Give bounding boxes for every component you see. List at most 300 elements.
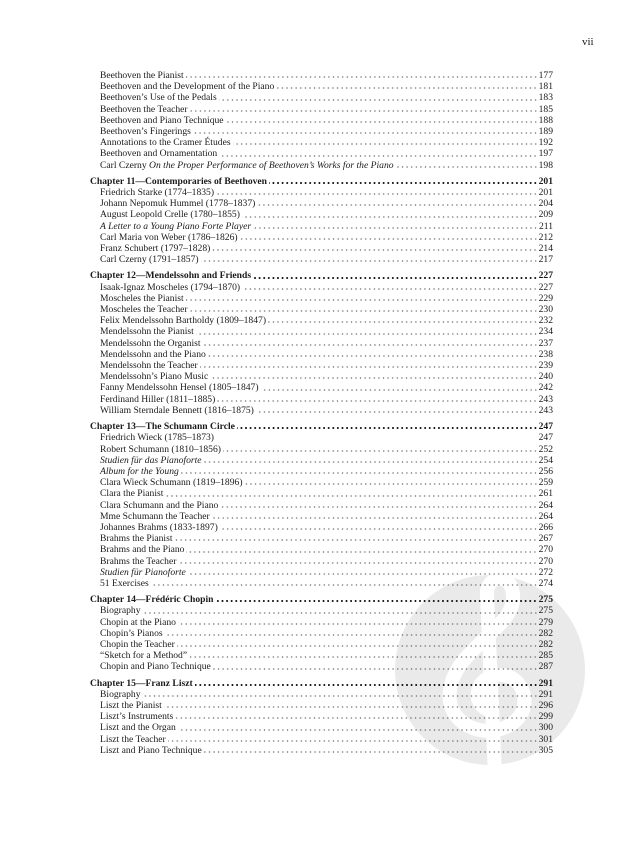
page-ref: 212 (538, 231, 553, 243)
chapter-heading[interactable] (90, 421, 553, 432)
toc-entry[interactable] (90, 544, 553, 555)
dot-leader (195, 684, 538, 686)
toc-entry[interactable] (90, 661, 553, 672)
entry-title (100, 650, 189, 661)
page-ref: 242 (538, 382, 553, 394)
toc-section (90, 270, 553, 416)
entry-title (100, 444, 223, 455)
entry-title (100, 254, 201, 265)
toc-section (90, 176, 553, 266)
dot-leader (237, 427, 538, 429)
page-ref: 214 (538, 243, 553, 255)
entry-title-text: Liszt’s Instruments (100, 711, 174, 723)
entry-title-text: Friedrich Wieck (1785–1873) (100, 432, 215, 444)
page-ref: 272 (538, 566, 553, 578)
entry-title-text: August Leopold Crelle (1780–1855) (100, 209, 240, 221)
entry-title (100, 639, 177, 650)
entry-title-text: Ferdinand Hiller (1811–1885) (100, 393, 216, 405)
entry-title-text: Chopin’s Pianos (100, 627, 163, 639)
toc-entry[interactable] (90, 617, 553, 628)
dot-leader (212, 517, 538, 519)
dot-leader (186, 299, 538, 301)
toc-entry[interactable] (90, 466, 553, 477)
toc-entry[interactable] (90, 81, 553, 92)
toc-entry[interactable] (90, 160, 553, 171)
entry-title (100, 198, 257, 209)
page-ref: 177 (538, 70, 553, 81)
entry-title (100, 432, 216, 443)
entry-title (100, 628, 165, 639)
dot-leader (174, 539, 537, 541)
toc-entry[interactable] (90, 349, 553, 360)
entry-title-text: Fanny Mendelssohn Hensel (1805–1847) (100, 382, 259, 394)
page-ref: 275 (538, 605, 553, 617)
entry-title (100, 70, 186, 81)
page-ref: 256 (538, 465, 553, 477)
page-ref: 270 (538, 555, 553, 567)
toc-entry[interactable] (90, 734, 553, 745)
toc-entry[interactable] (90, 488, 553, 499)
dot-leader (186, 551, 537, 553)
page-ref: 267 (538, 533, 553, 545)
entry-title-text: Friedrich Starke (1774–1835) (100, 187, 215, 199)
entry-title (100, 293, 186, 304)
entry-title (90, 421, 237, 432)
toc-entry[interactable] (90, 700, 553, 711)
toc-entry[interactable] (90, 315, 553, 326)
chapter-heading[interactable] (90, 678, 553, 689)
toc-section (90, 678, 553, 756)
page-ref: 285 (538, 650, 553, 662)
entry-title (100, 209, 242, 220)
entry-title-text: Brahms the Teacher (100, 555, 177, 567)
toc-entry[interactable] (90, 198, 553, 209)
entry-title-text: 51 Exercises (100, 577, 149, 589)
entry-title-text: Johann Nepomuk Hummel (1778–1837) (100, 198, 256, 210)
entry-title (90, 176, 269, 187)
dot-leader (177, 645, 538, 647)
entry-title (100, 338, 203, 349)
entry-title (100, 349, 208, 360)
entry-title (100, 126, 193, 137)
page-ref: 247 (538, 432, 553, 444)
toc-section (90, 421, 553, 589)
dot-leader (168, 740, 538, 742)
dot-leader (188, 573, 538, 575)
toc-entry[interactable] (90, 711, 553, 722)
entry-title-text: Chapter 13—The Schumann Circle (90, 421, 235, 433)
page-ref: 254 (538, 454, 553, 466)
dot-leader (220, 528, 538, 530)
toc-entry[interactable] (90, 104, 553, 115)
toc-entry[interactable] (90, 221, 553, 232)
entry-title-text: Beethoven the Pianist (100, 70, 184, 81)
entry-title (100, 522, 220, 533)
toc-entry[interactable] (90, 209, 553, 220)
entry-title (100, 466, 181, 477)
page-ref: 197 (538, 148, 553, 160)
page-ref: 201 (538, 187, 553, 199)
entry-title-text: Biography (100, 688, 141, 700)
entry-title (100, 734, 168, 745)
entry-title (100, 405, 256, 416)
entry-title (100, 455, 204, 466)
toc-entry[interactable] (90, 628, 553, 639)
entry-title (100, 605, 143, 616)
toc-entry[interactable] (90, 500, 553, 511)
page-ref: 282 (538, 627, 553, 639)
entry-title (100, 556, 178, 567)
entry-title-text: Beethoven’s Use of the Pedals (100, 92, 217, 104)
dot-leader (196, 333, 538, 335)
entry-title-italic: A Letter to a Young Piano Forte Player (100, 220, 252, 232)
entry-title-text: Clara Wieck Schumann (1819–1896) (100, 477, 243, 489)
page-ref: 296 (538, 699, 553, 711)
entry-title-text: Chopin and Piano Technique (100, 661, 211, 673)
toc-entry[interactable] (90, 405, 553, 416)
entry-title-text: Liszt the Pianist (100, 699, 162, 711)
dot-leader (215, 600, 537, 602)
page-ref: 259 (538, 477, 553, 489)
entry-title-text: Felix Mendelssohn Bartholdy (1809–1847) (100, 315, 267, 327)
dot-leader (178, 623, 538, 625)
page-ref: 192 (538, 137, 553, 149)
page-ref: 279 (538, 616, 553, 628)
table-of-contents (90, 70, 553, 761)
toc-entry[interactable] (90, 511, 553, 522)
dot-leader (203, 344, 538, 346)
toc-entry[interactable] (90, 745, 553, 756)
dot-leader (257, 204, 537, 206)
dot-leader (204, 751, 538, 753)
toc-entry[interactable] (90, 722, 553, 733)
dot-leader (178, 729, 538, 731)
entry-title-text: Chapter 14—Frédéric Chopin (90, 594, 214, 606)
dot-leader (143, 612, 538, 614)
toc-section (90, 70, 553, 171)
entry-title-text: Beethoven and Ornamentation (100, 148, 218, 160)
toc-entry[interactable] (90, 115, 553, 126)
page-ref: 234 (538, 326, 553, 338)
dot-leader (190, 310, 538, 312)
entry-title-text: Beethoven the Teacher (100, 103, 188, 115)
entry-title (100, 243, 212, 254)
entry-title (100, 394, 217, 405)
entry-title-text: Clara Schumann and the Piano (100, 499, 219, 511)
dot-leader (189, 656, 537, 658)
entry-title-italic: On the Proper Performance of Beethoven’s Works for the Piano (149, 159, 394, 171)
entry-title (100, 232, 240, 243)
entry-title (100, 722, 178, 733)
dot-leader (151, 584, 538, 586)
page-ref: 275 (538, 594, 553, 606)
page-ref: 237 (538, 337, 553, 349)
page-ref: 291 (538, 677, 553, 689)
page-ref: 287 (538, 661, 553, 673)
entry-title (100, 511, 212, 522)
entry-title-text: Brahms and the Piano (100, 544, 185, 556)
dot-leader (242, 216, 538, 218)
dot-leader (219, 155, 537, 157)
dot-leader (276, 87, 537, 89)
dot-leader (217, 400, 537, 402)
entry-title-text: Chopin the Teacher (100, 638, 175, 650)
toc-section (90, 594, 553, 672)
entry-title-italic: Studien für das Pianoforte (100, 454, 202, 466)
toc-entry[interactable] (90, 70, 553, 81)
entry-title-text: Beethoven and the Development of the Piano (100, 81, 275, 93)
toc-entry[interactable] (90, 477, 553, 488)
page-ref: 264 (538, 510, 553, 522)
entry-title (100, 160, 396, 171)
dot-leader (208, 355, 538, 357)
page-ref: 239 (538, 360, 553, 372)
dot-leader (178, 562, 537, 564)
entry-title (100, 148, 219, 159)
dot-leader (143, 695, 538, 697)
dot-leader (245, 483, 538, 485)
entry-title (100, 360, 200, 371)
dot-leader (261, 389, 538, 391)
entry-title (100, 115, 226, 126)
entry-title-text: Liszt and the Organ (100, 722, 176, 734)
dot-leader (268, 321, 538, 323)
dot-leader (216, 439, 538, 441)
entry-title-text: Clara the Pianist (100, 488, 164, 500)
toc-entry[interactable] (90, 650, 553, 661)
entry-title (100, 578, 151, 589)
page-ref: 227 (538, 270, 553, 282)
entry-title-text: Franz Schubert (1797–1828) (100, 243, 211, 255)
entry-title-text: Liszt the Teacher (100, 733, 166, 745)
toc-entry[interactable] (90, 338, 553, 349)
entry-title-text: Chapter 15—Franz Liszt (90, 677, 193, 689)
toc-entry[interactable] (90, 556, 553, 567)
toc-entry[interactable] (90, 293, 553, 304)
entry-title-text: Carl Maria von Weber (1786–1826) (100, 231, 238, 243)
toc-entry[interactable] (90, 605, 553, 616)
page-ref: 204 (538, 198, 553, 210)
page-ref: 201 (538, 175, 553, 187)
toc-entry[interactable] (90, 326, 553, 337)
entry-title (100, 533, 174, 544)
entry-title (100, 304, 190, 315)
toc-entry[interactable] (90, 578, 553, 589)
page-ref: 198 (538, 159, 553, 171)
entry-title-text: Moscheles the Pianist (100, 292, 184, 304)
entry-title-italic: Album for the Young (100, 465, 179, 477)
dot-leader (175, 717, 537, 719)
page-ref: 185 (538, 103, 553, 115)
entry-title-text: Beethoven and Piano Technique (100, 114, 224, 126)
entry-title (90, 270, 253, 281)
toc-entry[interactable] (90, 126, 553, 137)
entry-title (100, 711, 175, 722)
entry-title (90, 678, 195, 689)
dot-leader (201, 260, 538, 262)
toc-entry[interactable] (90, 522, 553, 533)
entry-title-text: Moscheles the Teacher (100, 304, 188, 316)
dot-leader (210, 377, 537, 379)
entry-title-text: William Sterndale Bennett (1816–1875) (100, 404, 254, 416)
chapter-heading[interactable] (90, 176, 553, 187)
toc-entry[interactable] (90, 282, 553, 293)
entry-title-text: Johannes Brahms (1833-1897) (100, 521, 218, 533)
entry-title (100, 92, 219, 103)
entry-title-italic: Studien für Pianoforte (100, 566, 186, 578)
page-ref: 243 (538, 404, 553, 416)
page-number: vii (582, 36, 594, 48)
dot-leader (226, 121, 538, 123)
dot-leader (253, 227, 538, 229)
entry-title-text: Chapter 12—Mendelssohn and Friends (90, 270, 252, 282)
toc-entry[interactable] (90, 148, 553, 159)
dot-leader (242, 288, 537, 290)
entry-title-text: Chapter 11—Contemporaries of Beethoven (90, 175, 268, 187)
toc-entry[interactable] (90, 567, 553, 578)
chapter-heading[interactable] (90, 270, 553, 281)
entry-title (100, 137, 233, 148)
dot-leader (204, 461, 538, 463)
page-ref: 232 (538, 315, 553, 327)
dot-leader (200, 366, 538, 368)
page-ref: 181 (538, 81, 553, 93)
dot-leader (186, 76, 538, 78)
entry-title (100, 326, 196, 337)
entry-title-text: Liszt and Piano Technique (100, 744, 202, 756)
entry-title-text: Robert Schumann (1810–1856) (100, 443, 221, 455)
page-ref: 238 (538, 348, 553, 360)
page-ref: 240 (538, 371, 553, 383)
entry-title-text: Mme Schumann the Teacher (100, 510, 210, 522)
chapter-heading[interactable] (90, 594, 553, 605)
entry-title-text: Beethoven’s Fingerings (100, 126, 191, 138)
page-ref: 274 (538, 577, 553, 589)
dot-leader (216, 193, 538, 195)
dot-leader (220, 506, 537, 508)
dot-leader (181, 472, 538, 474)
entry-title-text: Annotations to the Cramer Études (100, 137, 231, 149)
dot-leader (212, 249, 537, 251)
dot-leader (190, 110, 538, 112)
dot-leader (256, 411, 538, 413)
page-ref: 183 (538, 92, 553, 104)
toc-entry[interactable] (90, 455, 553, 466)
page-ref: 300 (538, 722, 553, 734)
entry-title (100, 187, 216, 198)
toc-entry[interactable] (90, 137, 553, 148)
page-ref: 189 (538, 126, 553, 138)
toc-entry[interactable] (90, 382, 553, 393)
page-ref: 188 (538, 114, 553, 126)
entry-title-text: Mendelssohn’s Piano Music (100, 371, 209, 383)
toc-entry[interactable] (90, 394, 553, 405)
toc-entry[interactable] (90, 689, 553, 700)
dot-leader (240, 238, 538, 240)
entry-title (100, 500, 220, 511)
entry-title (100, 617, 178, 628)
toc-entry[interactable] (90, 254, 553, 265)
toc-entry[interactable] (90, 187, 553, 198)
toc-entry[interactable] (90, 232, 553, 243)
page-ref: 264 (538, 499, 553, 511)
entry-title (100, 700, 164, 711)
dot-leader (223, 450, 538, 452)
dot-leader (233, 143, 538, 145)
page-ref: 243 (538, 393, 553, 405)
toc-entry[interactable] (90, 243, 553, 254)
dot-leader (213, 668, 538, 670)
dot-leader (193, 132, 538, 134)
entry-title-text: Mendelssohn the Teacher (100, 360, 198, 372)
toc-entry[interactable] (90, 304, 553, 315)
page-ref: 301 (538, 733, 553, 745)
dot-leader (253, 277, 538, 279)
entry-title (100, 544, 186, 555)
page-ref: 209 (538, 209, 553, 221)
entry-title (100, 221, 253, 232)
page-ref: 291 (538, 688, 553, 700)
entry-title (100, 371, 210, 382)
entry-title (100, 477, 245, 488)
entry-title-text: Chopin at the Piano (100, 616, 176, 628)
toc-entry[interactable] (90, 432, 553, 443)
entry-title-text: Mendelssohn the Organist (100, 337, 201, 349)
entry-title (100, 567, 188, 578)
page-ref: 229 (538, 292, 553, 304)
dot-leader (396, 166, 538, 168)
toc-entry[interactable] (90, 533, 553, 544)
page-ref: 252 (538, 443, 553, 455)
page-ref: 247 (538, 421, 553, 433)
entry-title-text: Carl Czerny (1791–1857) (100, 254, 199, 266)
entry-title (100, 488, 165, 499)
toc-entry[interactable] (90, 639, 553, 650)
page-ref: 230 (538, 304, 553, 316)
entry-title-text: “Sketch for a Method” (100, 650, 188, 662)
dot-leader (219, 99, 538, 101)
entry-title-text: Biography (100, 605, 141, 617)
toc-entry[interactable] (90, 360, 553, 371)
entry-title (100, 661, 213, 672)
entry-title (100, 689, 143, 700)
dot-leader (269, 182, 538, 184)
entry-title-text: Mendelssohn and the Piano (100, 348, 206, 360)
page-ref: 270 (538, 544, 553, 556)
page-ref: 227 (538, 281, 553, 293)
entry-title (100, 315, 268, 326)
toc-entry[interactable] (90, 371, 553, 382)
entry-title (100, 81, 276, 92)
dot-leader (165, 495, 537, 497)
entry-title-text: Mendelssohn the Pianist (100, 326, 194, 338)
entry-title-text: Carl Czerny (100, 159, 150, 171)
dot-leader (165, 634, 538, 636)
entry-title (100, 282, 242, 293)
page-ref: 305 (538, 744, 553, 756)
entry-title (100, 382, 261, 393)
entry-title-text: Brahms the Pianist (100, 533, 173, 545)
page-ref: 217 (538, 254, 553, 266)
entry-title-text: Isaak-Ignaz Moscheles (1794–1870) (100, 281, 241, 293)
dot-leader (164, 706, 538, 708)
entry-title (100, 104, 190, 115)
page-ref: 211 (538, 220, 553, 232)
page-ref: 266 (538, 521, 553, 533)
page-ref: 261 (538, 488, 553, 500)
toc-entry[interactable] (90, 444, 553, 455)
toc-entry[interactable] (90, 92, 553, 103)
